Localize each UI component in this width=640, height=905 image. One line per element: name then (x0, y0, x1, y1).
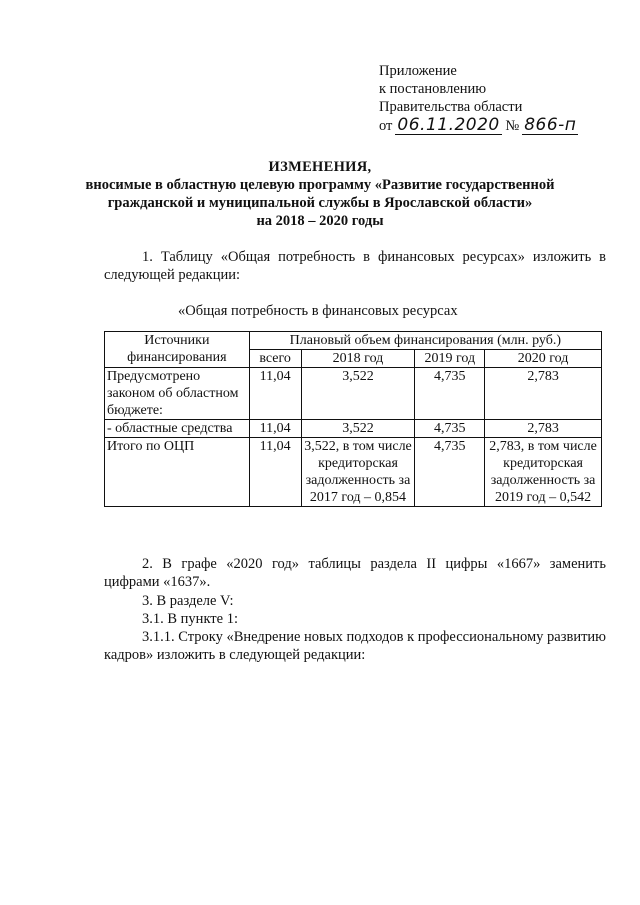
paragraph-2: 2. В графе «2020 год» таблицы раздела II цифры «1667» заменить цифрами «1637». (104, 556, 606, 590)
handwritten-number: 866-п (524, 115, 577, 135)
title-heading: ИЗМЕНЕНИЯ, (268, 159, 372, 175)
cell-2019: 4,735 (415, 368, 485, 420)
cell-source: Итого по ОЦП (105, 438, 250, 507)
table-caption: «Общая потребность в финансовых ресурсах (178, 303, 458, 319)
header-2018: 2018 год (301, 350, 415, 368)
title-line-3: гражданской и муниципальной службы в Ярославской области» (107, 195, 533, 211)
header-source: Источники финансирования (105, 332, 250, 368)
appendix-line-2: к постановлению (379, 81, 487, 97)
title-line-4: на 2018 – 2020 годы (256, 213, 384, 229)
table-row (105, 438, 602, 507)
handwritten-date: 06.11.2020 (397, 115, 500, 135)
paragraph-1: 1. Таблицу «Общая потребность в финансовых ресурсах» изложить в следующей редакции: (104, 249, 606, 283)
cell-total: 11,04 (249, 438, 301, 507)
cell-2020: 2,783 (485, 420, 602, 438)
table-row (105, 420, 602, 438)
appendix-signature-line (379, 116, 578, 135)
cell-2019: 4,735 (415, 438, 485, 507)
financing-table (104, 331, 602, 507)
cell-2018: 3,522 (301, 368, 415, 420)
paragraph-3-1: 3.1. В пункте 1: (142, 611, 238, 627)
cell-source: - областные средства (105, 420, 250, 438)
header-plan: Плановый объем финансирования (млн. руб.) (249, 332, 601, 350)
appendix-block (379, 62, 578, 135)
from-label: от (379, 118, 393, 134)
cell-2020: 2,783, в том числе кредиторская задолженность за 2019 год – 0,542 (485, 438, 602, 507)
cell-total: 11,04 (249, 368, 301, 420)
appendix-line-3: Правительства области (379, 99, 523, 115)
header-total: всего (249, 350, 301, 368)
cell-2019: 4,735 (415, 420, 485, 438)
table-row (105, 368, 602, 420)
document-title (0, 158, 640, 230)
header-2019: 2019 год (415, 350, 485, 368)
cell-2018: 3,522, в том числе кредиторская задолженность за 2017 год – 0,854 (301, 438, 415, 507)
cell-source: Предусмотрено законом об областном бюджете: (105, 368, 250, 420)
appendix-line-1: Приложение (379, 63, 457, 79)
header-2020: 2020 год (485, 350, 602, 368)
number-label: № (505, 118, 520, 134)
table-header-row (105, 332, 602, 350)
paragraph-3-1-1: 3.1.1. Строку «Внедрение новых подходов к профессиональному развитию кадров» изложить в следующей редакции: (104, 629, 607, 663)
cell-total: 11,04 (249, 420, 301, 438)
paragraph-3: 3. В разделе V: (142, 593, 234, 609)
title-line-2: вносимые в областную целевую программу «Развитие государственной (85, 177, 555, 193)
cell-2018: 3,522 (301, 420, 415, 438)
cell-2020: 2,783 (485, 368, 602, 420)
